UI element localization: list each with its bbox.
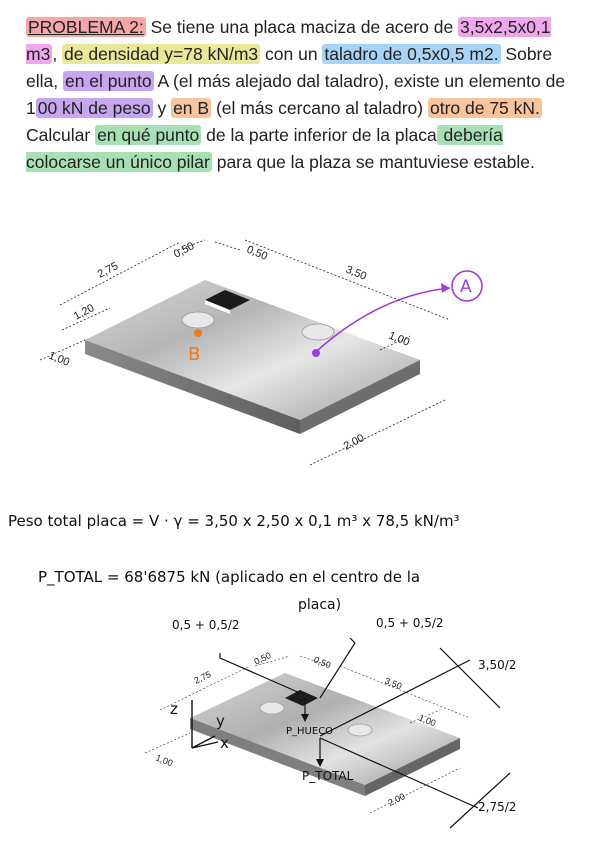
dim-label: 0,50 [252,650,273,667]
problem-text: , [52,44,63,64]
problem-text: A (el más alejado dal taladro), existe un elemento de 1 [26,71,566,118]
element-a-2 [348,724,372,736]
highlight-density: de densidad y=78 kN/m3 [64,44,259,64]
dim-label: 2,00 [341,431,367,453]
axis-x: x [220,734,229,752]
frac-bottom-2: 2,75/2 [478,800,517,814]
dim-label: 3,50 [343,263,369,283]
plate-diagram-1 [0,220,600,480]
problem-text: Se tiene una placa maciza de acero de [145,17,459,37]
highlight-weight-a: 00 kN de peso [37,98,151,118]
problem-text: para que la plaza se mantuviese estable. [211,152,535,172]
problem-text: de la parte inferior de la placa [201,125,437,145]
dim-label: 1,00 [154,752,175,769]
label-b: B [188,344,201,365]
point-b-marker [194,329,202,337]
label-a: A [460,277,472,297]
highlight-question: en qué punto [97,125,200,145]
highlight-point-b: en B [173,98,210,118]
problem-text: Sobre ella, [26,44,553,91]
note-line-3: placa) [298,597,342,613]
problem-title: PROBLEMA 2: [28,17,144,37]
problem-statement [26,14,581,176]
highlight-dimensions: 3,5x2,5x0,1 m3 [26,17,551,64]
dim-label: 0,50 [171,239,197,261]
element-a [302,324,334,340]
highlight-point-a: en el punto [64,71,152,91]
problem-text: Calcular [26,125,96,145]
dim-label: 1,00 [386,329,412,349]
frac-left: 0,5 + 0,5/2 [172,618,240,632]
axis-z: z [170,700,178,718]
problem-text: (el más cercano al taladro) [211,98,428,118]
plate-diagram-2 [0,638,600,848]
note-line-2: P_TOTAL = 68'6875 kN (aplicado en el centro de la [38,568,421,586]
highlight-hole: taladro de 0,5x0,5 m2. [324,44,499,64]
dim-label: 1,00 [417,712,438,729]
highlight-weight-b: otro de 75 kN. [429,98,540,118]
dim-label: 1,00 [46,349,72,369]
dim-label: 0,50 [244,243,270,263]
frac-bottom-1: 3,50/2 [478,658,517,672]
element-b-2 [260,702,284,714]
dim-label: 3,50 [383,675,404,692]
problem-text: y [152,98,172,118]
dim-label: 2,00 [386,791,407,808]
axis-y: y [216,712,225,730]
label-p-hueco: P_HUECO [286,726,334,737]
frac-right: 0,5 + 0,5/2 [376,616,444,630]
highlight-pillar: debería colocarse un único pilar [26,125,503,172]
dim-label: 2,75 [192,669,213,686]
label-p-total: P_TOTAL [302,769,354,783]
dim-label: 0,50 [312,654,333,671]
problem-text: con un [260,44,323,64]
element-b [182,312,214,328]
dim-label: 2,75 [95,259,121,281]
note-line-1: Peso total placa = V · γ = 3,50 x 2,50 x 0,1 m³ x 78,5 kN/m³ [8,512,460,530]
dim-label: 1,20 [71,301,97,323]
